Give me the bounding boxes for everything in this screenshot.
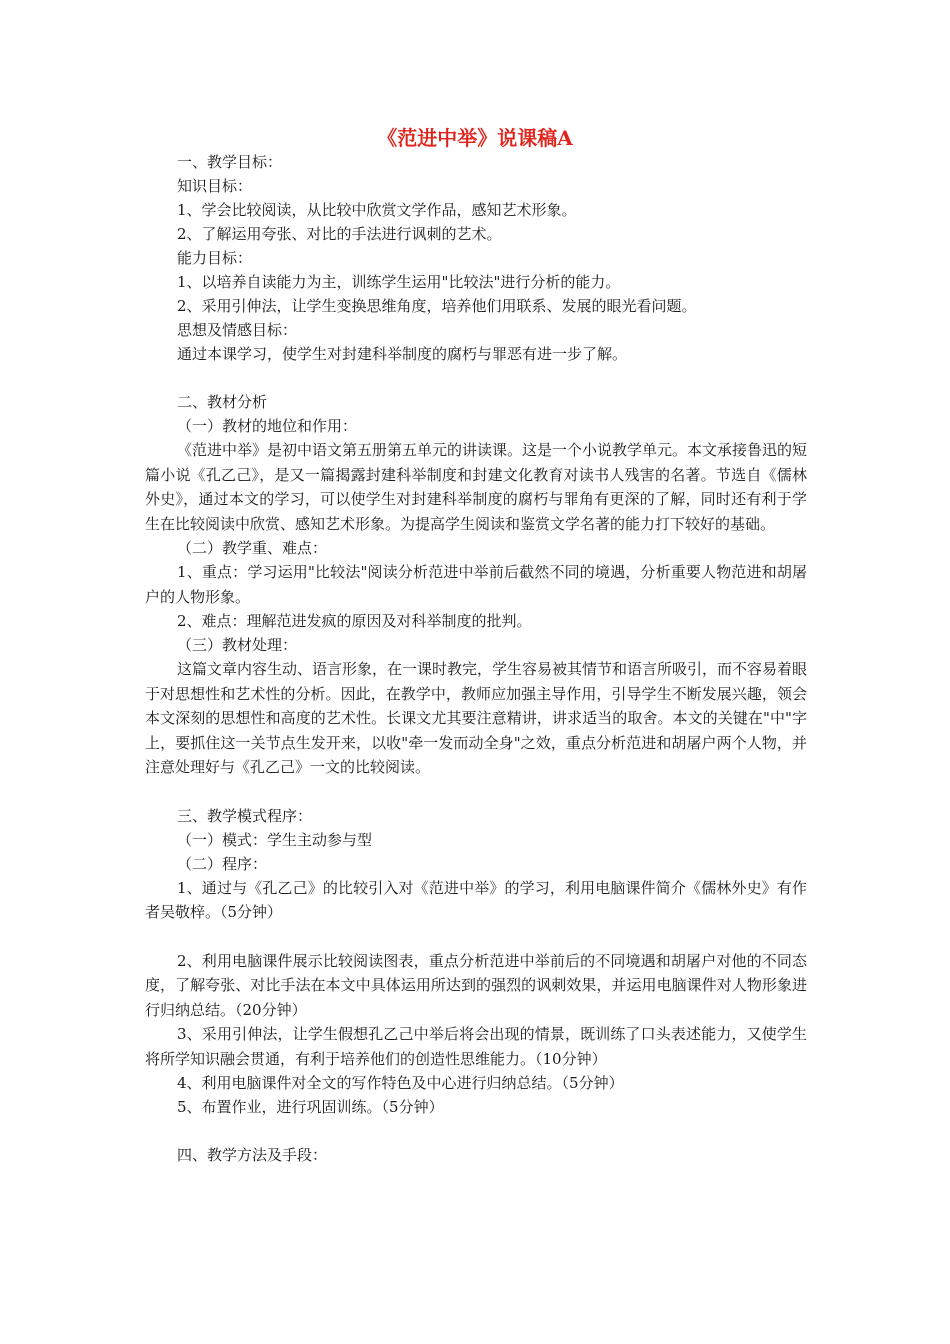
document-body <box>145 150 807 1167</box>
procedure-step-1: 1、通过与《孔乙己》的比较引入对《范进中举》的学习，利用电脑课件简介《儒林外史》有作者吴敬梓。（5分钟） <box>145 878 807 921</box>
section-2-heading: 二、教材分析 <box>177 393 268 411</box>
teaching-mode: （一）模式：学生主动参与型 <box>177 830 373 849</box>
emotion-goals-heading: 思想及情感目标： <box>177 321 298 339</box>
paragraph-position: 《范进中举》是初中语文第五册第五单元的讲读课。这是一个小说教学单元。本文承接鲁迅的短篇小说《孔乙己》，是又一篇揭露封建科举制度和封建文化教育对读书人残害的名著。节选自《儒林外史》，通过本文的学习，可以使学生对封建科举制度的腐朽与罪角有更深的了解，同时还有利于学生在比较阅读中欣赏、感知艺术形象。为提高学生阅读和鉴赏文学名著的能力打下较好的基础。 <box>145 441 808 533</box>
spacer <box>145 366 807 390</box>
section-3-heading: 三、教学模式程序： <box>177 806 313 825</box>
spacer <box>145 925 807 949</box>
section-4-heading: 四、教学方法及手段： <box>177 1146 328 1164</box>
difficulty-point: 2、难点：理解范进发疯的原因及对科举制度的批判。 <box>177 612 532 630</box>
paragraph-handling: 这篇文章内容生动、语言形象，在一课时教完，学生容易被其情节和语言所吸引，而不容易着眼于对思想性和艺术性的分析。因此，在教学中，教师应加强主导作用，引导学生不断发展兴趣，领会本文深刻的思想性和高度的艺术性。长课文尤其要注意精讲，讲求适当的取舍。本文的关键在"中"字上，要抓住这一关节点生发开来，以收"牵一发而动全身"之效，重点分析范进和胡屠户两个人物，并注意处理好与《孔乙己》一文的比较阅读。 <box>145 660 808 776</box>
knowledge-goal-2: 2、了解运用夸张、对比的手法进行讽刺的艺术。 <box>177 225 502 243</box>
knowledge-goals-heading: 知识目标： <box>177 177 253 195</box>
page-title: 《范进中举》说课稿A <box>377 126 573 150</box>
procedure-step-2: 2、利用电脑课件展示比较阅读图表，重点分析范进中举前后的不同境遇和胡屠户对他的不同态度，了解夸张、对比手法在本文中具体运用所达到的强烈的讽刺效果，并运用电脑课件对人物形象进行归纳总结。（20分钟） <box>145 951 807 1019</box>
procedure-step-4: 4、利用电脑课件对全文的写作特色及中心进行归纳总结。（5分钟） <box>177 1074 624 1092</box>
subsection-position: （一）教材的地位和作用： <box>177 417 358 435</box>
key-point: 1、重点：学习运用"比较法"阅读分析范进中举前后截然不同的境遇，分析重要人物范进和胡屠户的人物形象。 <box>145 563 807 606</box>
spacer <box>145 1119 807 1143</box>
knowledge-goal-1: 1、学会比较阅读，从比较中欣赏文学作品，感知艺术形象。 <box>177 201 577 219</box>
procedure-heading: （二）程序： <box>177 854 268 873</box>
spacer <box>145 780 807 804</box>
subsection-key-points: （二）教学重、难点： <box>177 539 328 557</box>
ability-goals-heading: 能力目标： <box>177 249 253 267</box>
procedure-step-3: 3、采用引伸法，让学生假想孔乙己中举后将会出现的情景，既训练了口头表述能力，又使学生将所学知识融会贯通，有利于培养他们的创造性思维能力。（10分钟） <box>145 1025 807 1068</box>
section-1-heading: 一、教学目标： <box>177 153 283 171</box>
ability-goal-1: 1、以培养自读能力为主，训练学生运用"比较法"进行分析的能力。 <box>177 273 621 291</box>
ability-goal-2: 2、采用引伸法，让学生变换思维角度，培养他们用联系、发展的眼光看问题。 <box>177 297 697 315</box>
emotion-goal-1: 通过本课学习，使学生对封建科举制度的腐朽与罪恶有进一步了解。 <box>177 345 628 363</box>
procedure-step-5: 5、布置作业，进行巩固训练。（5分钟） <box>177 1098 444 1116</box>
subsection-handling: （三）教材处理： <box>177 636 298 654</box>
